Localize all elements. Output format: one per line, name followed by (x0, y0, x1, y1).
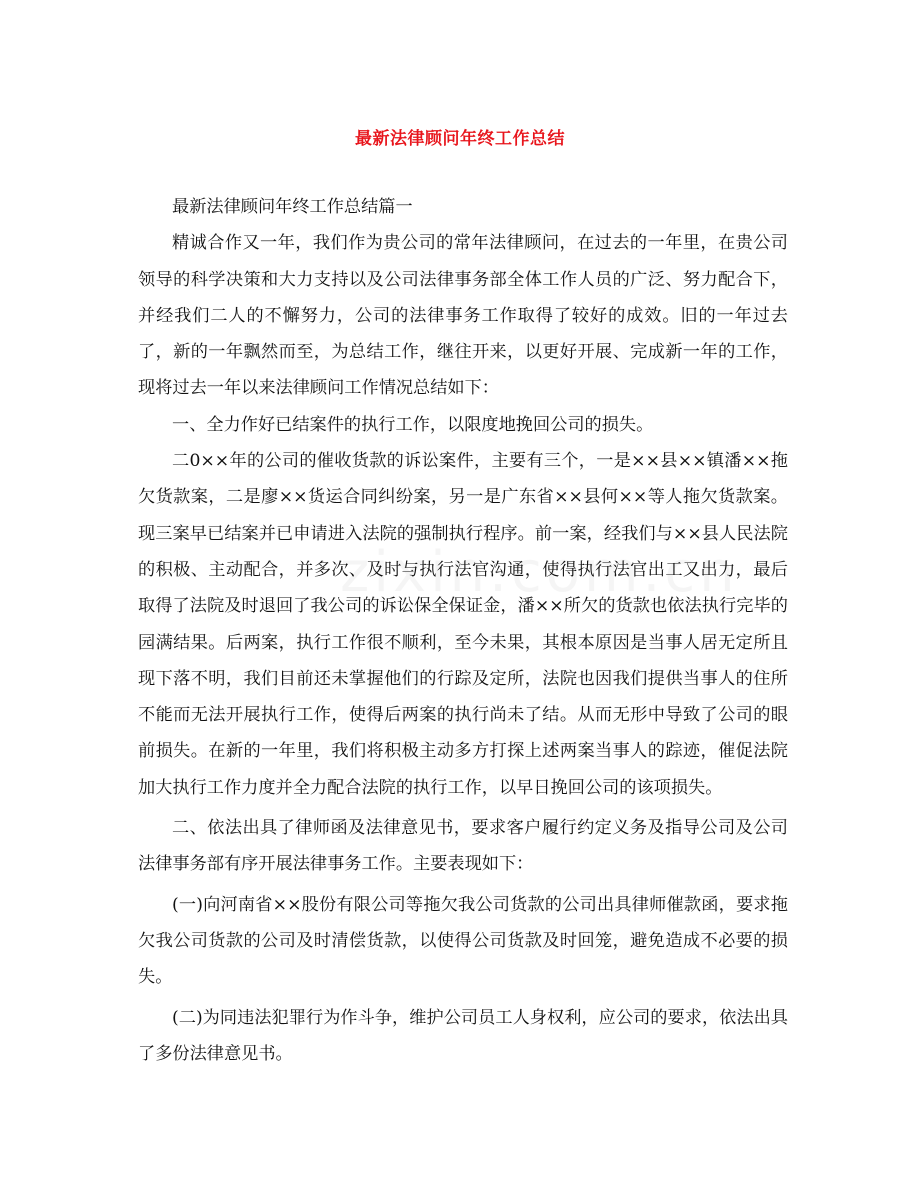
paragraph-intro: 精诚合作又一年，我们作为贵公司的常年法律顾问，在过去的一年里，在贵公司领导的科学决策和大力支持以及公司法律事务部全体工作人员的广泛、努力配合下，并经我们二人的不懈努力，公司的法律事务工作取得了较好的成效。旧的一年过去了，新的一年飘然而至，为总结工作，继往开来，以更好开展、完成新一年的工作，现将过去一年以来法律顾问工作情况总结如下： (138, 233, 788, 399)
paragraph-section-2-heading: 二、依法出具了律师函及法律意见书，要求客户履行约定义务及指导公司及公司法律事务部有序开展法律事务工作。主要表现如下： (138, 818, 788, 875)
paragraph-section-1-heading: 一、全力作好已结案件的执行工作，以限度地挽回公司的损失。 (172, 414, 654, 435)
document-body (138, 189, 788, 1072)
paragraph-item-1: (一)向河南省××股份有限公司等拖欠我公司货款的公司出具律师催款函，要求拖欠我公司货款的公司及时清偿货款，以使得公司货款及时回笼，避免造成不必要的损失。 (138, 894, 788, 988)
document-title: 最新法律顾问年终工作总结 (355, 129, 565, 149)
paragraph-heading: 最新法律顾问年终工作总结篇一 (172, 197, 413, 217)
paragraph-item-2: (二)为同违法犯罪行为作斗争，维护公司员工人身权利，应公司的要求，依法出具了多份法律意见书。 (138, 1007, 788, 1064)
paragraph-section-1-body: 二0××年的公司的催收货款的诉讼案件，主要有三个，一是××县××镇潘××拖欠货款案，二是廖××货运合同纠纷案，另一是广东省××县何××等人拖欠货款案。现三案早已结案并已申请进入法院的强制执行程序。前一案，经我们与××县人民法院的积极、主动配合，并多次、及时与执行法官沟通，使得执行法官出工又出力，最后取得了法院及时退回了我公司的诉讼保全保证金，潘××所欠的货款也依法执行完毕的园满结果。后两案，执行工作很不顺利，至今未果，其根本原因是当事人居无定所且现下落不明，我们目前还未掌握他们的行踪及定所，法院也因我们提供当事人的住所不能而无法开展执行工作，使得后两案的执行尚未了结。从而无形中导致了公司的眼前损失。在新的一年里，我们将积极主动多方打探上述两案当事人的踪迹，催促法院加大执行工作力度并全力配合法院的执行工作，以早日挽回公司的该项损失。 (138, 451, 788, 798)
